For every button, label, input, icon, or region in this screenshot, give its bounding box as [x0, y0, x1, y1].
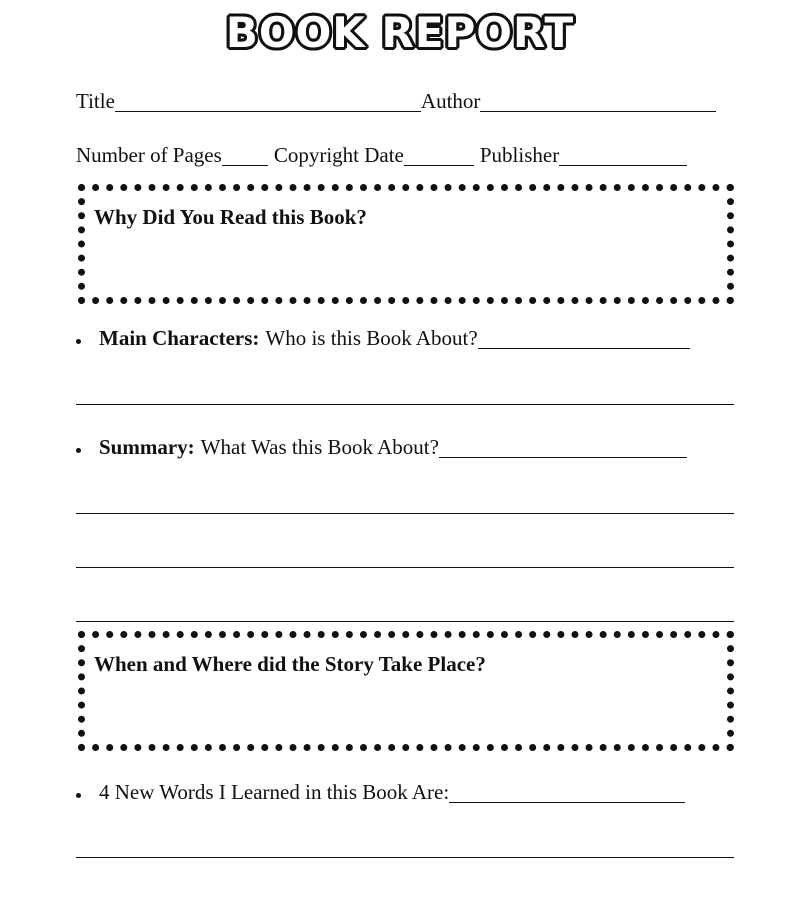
- characters-field[interactable]: [478, 328, 690, 349]
- pages-label: Number of Pages: [76, 143, 222, 167]
- summary-answer-line-3[interactable]: [76, 621, 734, 622]
- why-read-label: Why Did You Read this Book?: [94, 205, 367, 229]
- new-words-question: [76, 780, 685, 805]
- publisher-field[interactable]: [559, 145, 687, 166]
- copyright-field[interactable]: [404, 145, 474, 166]
- new-words-field[interactable]: [449, 782, 685, 803]
- copyright-label: Copyright Date: [273, 143, 404, 167]
- when-where-box[interactable]: [78, 631, 734, 751]
- summary-prompt: What Was this Book About?: [200, 435, 439, 459]
- characters-prompt: Who is this Book About?: [265, 326, 478, 350]
- characters-heading: Main Characters:: [99, 326, 260, 350]
- summary-answer-line-1[interactable]: [76, 513, 734, 514]
- characters-question: [76, 326, 690, 351]
- author-field[interactable]: [480, 91, 716, 112]
- title-field[interactable]: [115, 91, 421, 112]
- summary-answer-line-2[interactable]: [76, 567, 734, 568]
- when-where-label: When and Where did the Story Take Place?: [94, 652, 486, 676]
- characters-answer-line[interactable]: [76, 404, 734, 405]
- summary-field[interactable]: [439, 437, 687, 458]
- author-label: Author: [420, 89, 481, 113]
- bullet-icon: [76, 339, 81, 344]
- why-read-box[interactable]: [78, 184, 734, 304]
- pages-field[interactable]: [222, 145, 268, 166]
- bullet-icon: [76, 448, 81, 453]
- summary-heading: Summary:: [99, 435, 195, 459]
- title-author-row: [76, 89, 716, 114]
- bullet-icon: [76, 793, 81, 798]
- new-words-prompt: 4 New Words I Learned in this Book Are:: [99, 780, 450, 804]
- title-label: Title: [76, 89, 115, 113]
- page-title: BOOK REPORT: [225, 8, 575, 57]
- summary-question: [76, 435, 687, 460]
- publisher-label: Publisher: [479, 143, 560, 167]
- new-words-answer-line[interactable]: [76, 857, 734, 858]
- details-row: [76, 143, 687, 168]
